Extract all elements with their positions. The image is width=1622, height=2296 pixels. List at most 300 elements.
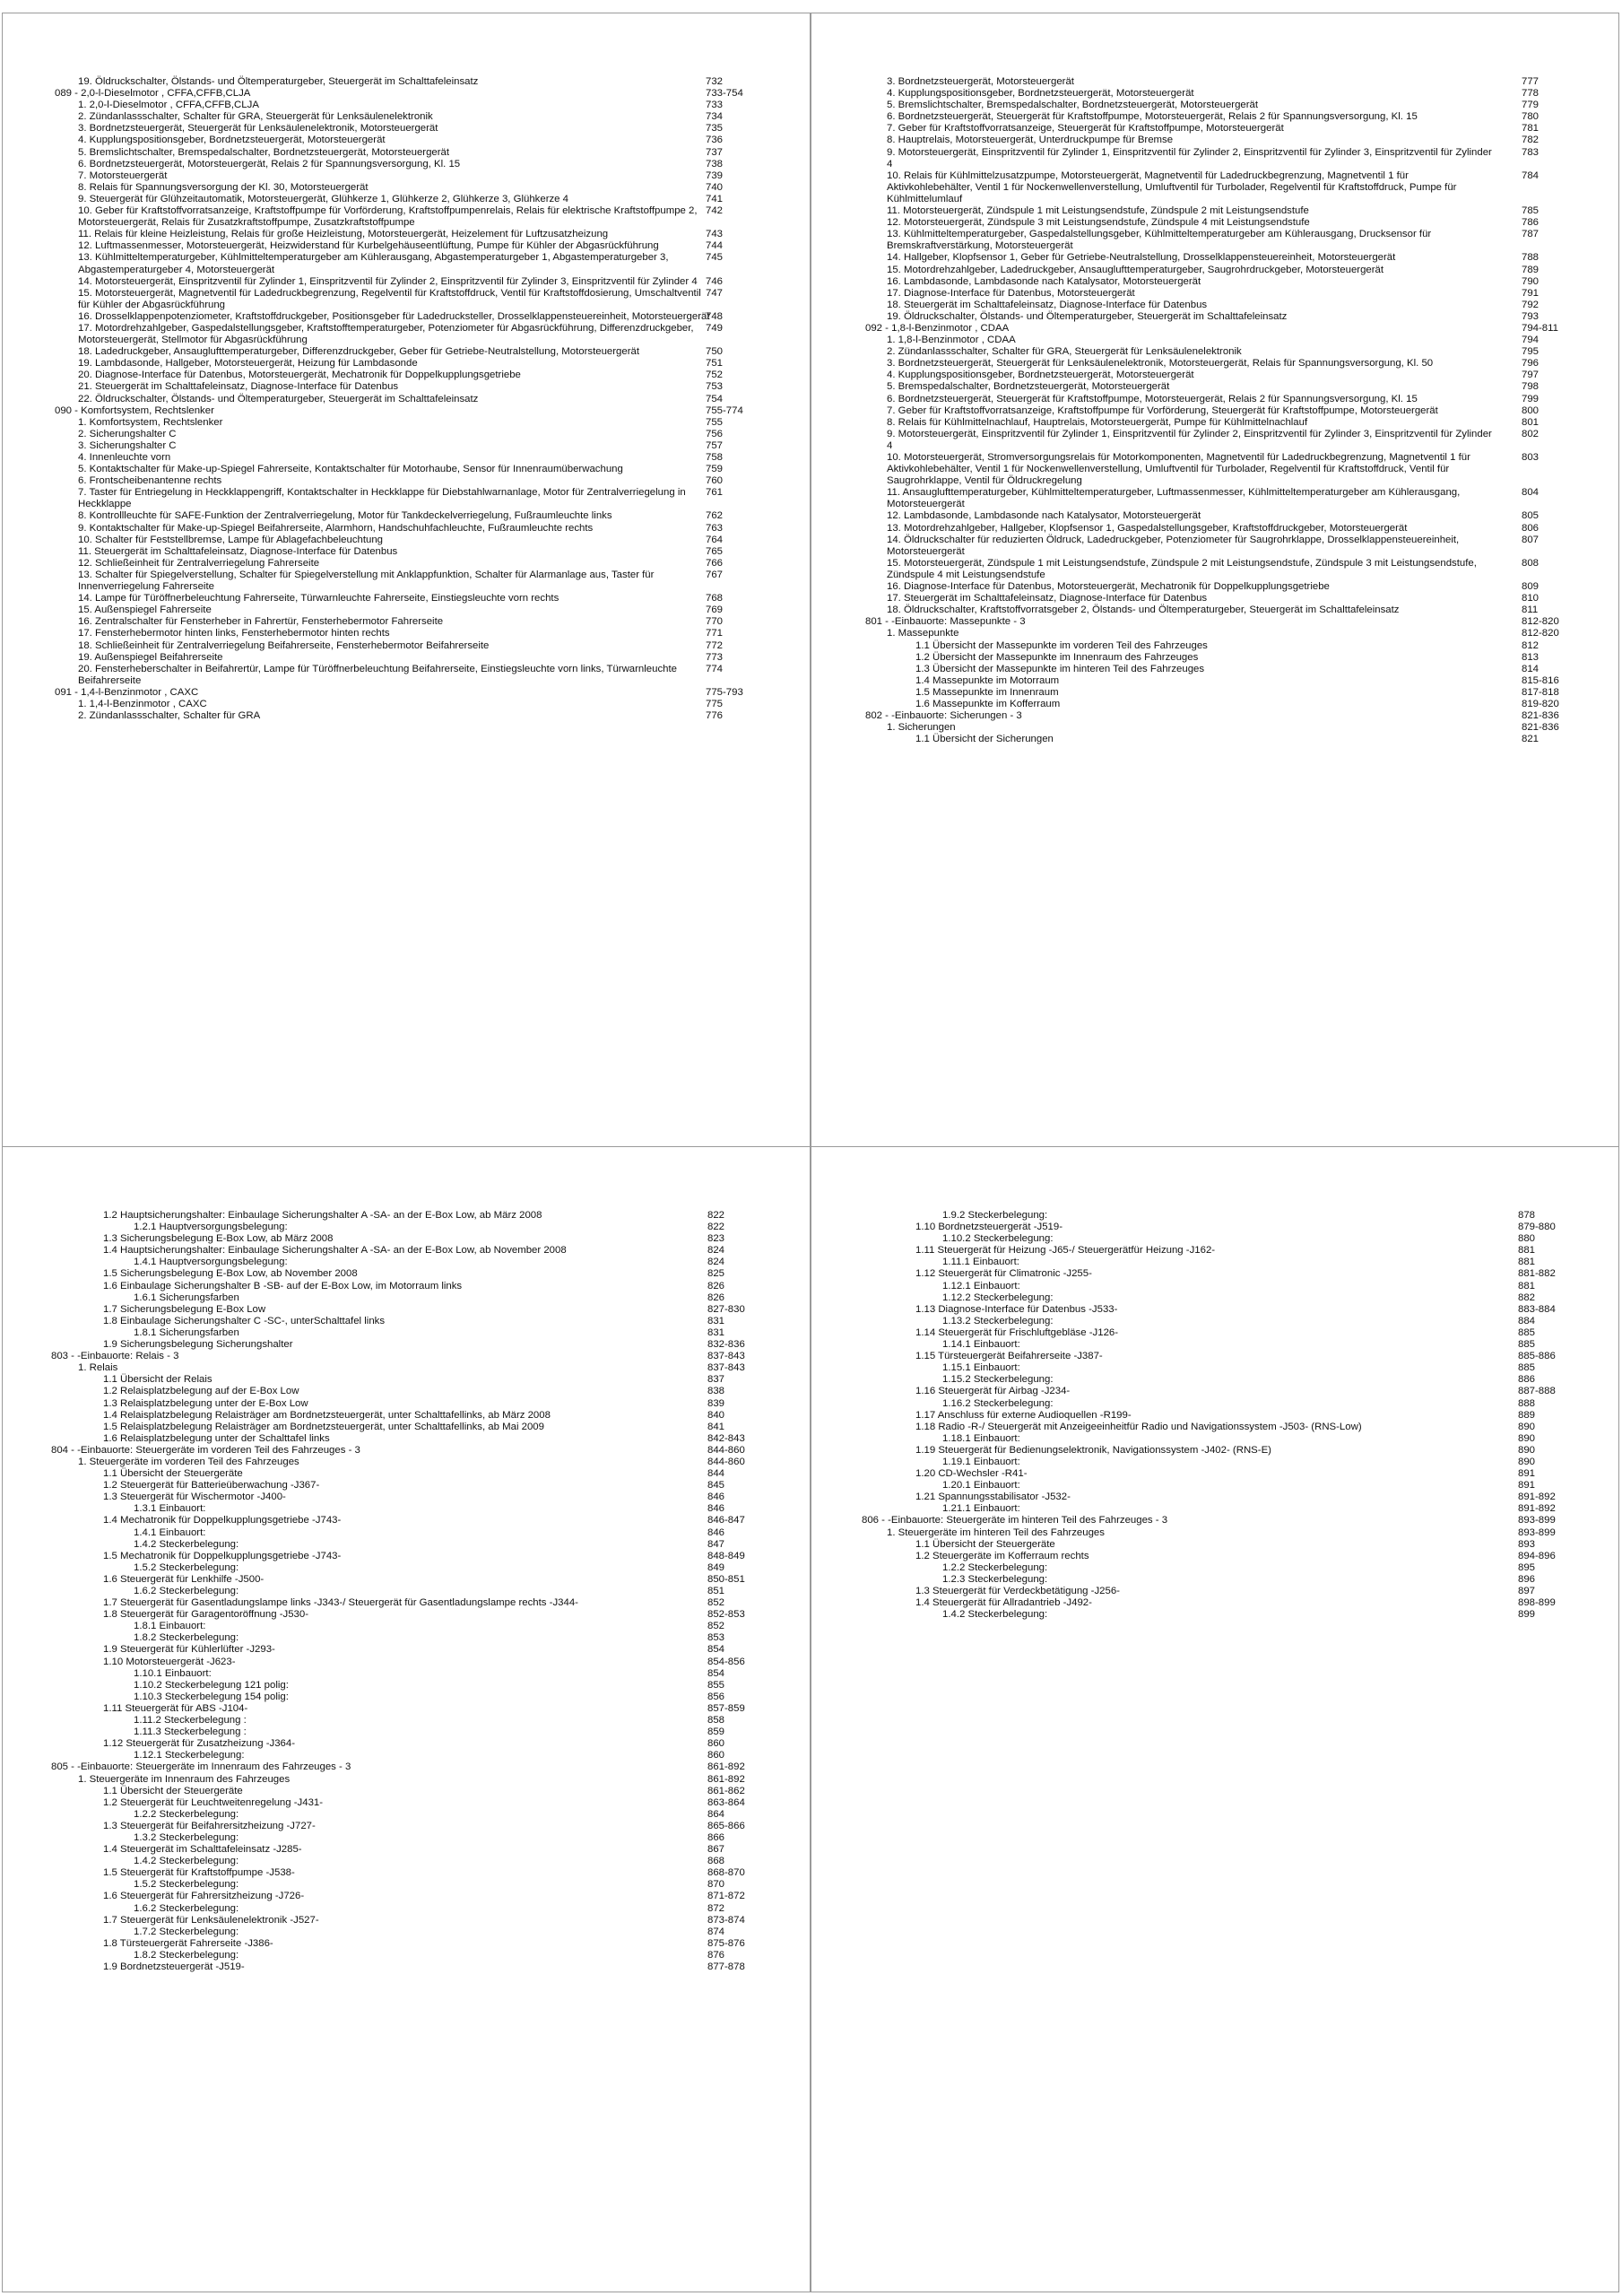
toc-entry[interactable]: [3, 1867, 810, 1879]
toc-entry[interactable]: [3, 1938, 810, 1950]
toc-entry[interactable]: [3, 1574, 810, 1586]
toc-entry-page-number: 751: [706, 358, 724, 370]
toc-entry[interactable]: [3, 1410, 810, 1422]
toc-entry[interactable]: [3, 370, 810, 381]
toc-entry[interactable]: [811, 1480, 1618, 1492]
toc-entry[interactable]: [811, 558, 1618, 581]
toc-entry[interactable]: [811, 1398, 1618, 1410]
toc-entry[interactable]: [811, 252, 1618, 264]
toc-entry[interactable]: [3, 687, 810, 699]
toc-entry-title: 1.7 Sicherungsbelegung E-Box Low: [103, 1303, 266, 1315]
toc-entry[interactable]: [811, 1222, 1618, 1233]
toc-entry-title: 1.8.2 Steckerbelegung:: [134, 1632, 239, 1644]
toc-entry-title: 1.12 Steuergerät für Zusatzheizung -J364-: [103, 1738, 296, 1750]
toc-entry[interactable]: [3, 1657, 810, 1668]
toc-entry[interactable]: [3, 1726, 810, 1738]
toc-entry[interactable]: [3, 1832, 810, 1844]
toc-entry[interactable]: [811, 1515, 1618, 1526]
toc-entry[interactable]: [3, 1856, 810, 1867]
toc-entry[interactable]: [3, 88, 810, 100]
toc-entry[interactable]: [811, 1374, 1618, 1386]
toc-entry-title: 1. Steuergeräte im Innenraum des Fahrzeuges: [78, 1773, 291, 1785]
toc-entry-page-number: 746: [706, 275, 724, 287]
toc-entry[interactable]: [3, 535, 810, 546]
toc-entry[interactable]: [811, 111, 1618, 123]
toc-entry-title: 7. Geber für Kraftstoffvorratsanzeige, Steuergerät für Kraftstoffpumpe, Motorsteuergerät: [887, 123, 1284, 135]
toc-entry[interactable]: [3, 240, 810, 252]
toc-entry[interactable]: [3, 1268, 810, 1280]
toc-entry-title: 1.9 Steuergerät für Kühlerlüfter -J293-: [103, 1644, 275, 1656]
toc-entry-title: 1.1 Übersicht der Relais: [103, 1374, 213, 1386]
toc-entry[interactable]: [811, 1410, 1618, 1422]
toc-entry[interactable]: [3, 1503, 810, 1515]
toc-entry[interactable]: [3, 429, 810, 440]
toc-entry[interactable]: [3, 452, 810, 464]
toc-entry-page-number: 813: [1522, 651, 1540, 663]
toc-entry-title: 3. Bordnetzsteuergerät, Steuergerät für Lenksäulenelektronik, Motorsteuergerät: [78, 123, 438, 135]
toc-entry-page-number: 861-892: [707, 1773, 745, 1785]
toc-entry[interactable]: [3, 1222, 810, 1233]
toc-entry[interactable]: [3, 123, 810, 135]
toc-entry[interactable]: [811, 487, 1618, 510]
toc-entry[interactable]: [3, 475, 810, 487]
toc-entry[interactable]: [3, 1961, 810, 1973]
toc-entry[interactable]: [3, 1292, 810, 1304]
toc-entry[interactable]: [3, 1515, 810, 1526]
toc-entry-page-number: 768: [706, 593, 724, 604]
toc-entry[interactable]: [3, 1809, 810, 1821]
toc-entry[interactable]: [811, 452, 1618, 487]
toc-entry[interactable]: [811, 1562, 1618, 1574]
toc-entry[interactable]: [3, 440, 810, 452]
toc-entry[interactable]: [811, 593, 1618, 604]
toc-entry[interactable]: [3, 616, 810, 628]
toc-entry[interactable]: [3, 1527, 810, 1539]
toc-entry[interactable]: [3, 1316, 810, 1327]
toc-entry-page-number: 890: [1518, 1456, 1536, 1467]
toc-entry-page-number: 851: [707, 1586, 725, 1596]
toc-entry[interactable]: [3, 1692, 810, 1703]
toc-entry[interactable]: [3, 1245, 810, 1257]
toc-entry[interactable]: [3, 170, 810, 182]
toc-entry-title: 1.15 Türsteuergerät Beifahrerseite -J387-: [915, 1351, 1103, 1362]
toc-entry[interactable]: [811, 1257, 1618, 1268]
toc-entry[interactable]: [3, 323, 810, 346]
toc-entry[interactable]: [3, 464, 810, 475]
toc-entry[interactable]: [3, 1621, 810, 1632]
toc-entry[interactable]: [3, 510, 810, 522]
toc-entry[interactable]: [3, 1210, 810, 1222]
toc-entry[interactable]: [3, 159, 810, 170]
toc-entry[interactable]: [3, 182, 810, 194]
toc-entry[interactable]: [811, 604, 1618, 616]
toc-entry[interactable]: [3, 1738, 810, 1750]
toc-entry-title: 1.3 Steuergerät für Wischermotor -J400-: [103, 1492, 286, 1503]
toc-entry[interactable]: [811, 1609, 1618, 1621]
toc-entry-page-number: 807: [1522, 534, 1540, 545]
toc-entry[interactable]: [3, 1891, 810, 1902]
toc-entry[interactable]: [3, 1386, 810, 1397]
toc-entry-title: 4. Innenleuchte vorn: [78, 452, 171, 463]
toc-page-1: [2, 13, 811, 1159]
toc-entry-page-number: 891-892: [1518, 1503, 1556, 1515]
toc-entry-page-number: 784: [1522, 170, 1540, 181]
toc-entry[interactable]: [811, 394, 1618, 405]
toc-entry[interactable]: [3, 288, 810, 311]
toc-entry[interactable]: [811, 429, 1618, 452]
toc-entry-page-number: 871-872: [707, 1891, 745, 1902]
toc-entry[interactable]: [811, 1268, 1618, 1280]
toc-entry[interactable]: [3, 147, 810, 159]
toc-list: [3, 1210, 810, 1973]
toc-entry[interactable]: [3, 1362, 810, 1374]
toc-entry[interactable]: [3, 100, 810, 111]
toc-entry[interactable]: [811, 710, 1618, 722]
toc-entry[interactable]: [811, 664, 1618, 675]
toc-entry[interactable]: [811, 370, 1618, 381]
toc-entry-page-number: 859: [707, 1726, 725, 1738]
toc-entry-page-number: 893-899: [1518, 1526, 1556, 1538]
toc-entry[interactable]: [3, 640, 810, 652]
toc-entry-title: 802 - -Einbauorte: Sicherungen - 3: [865, 710, 1022, 722]
toc-entry[interactable]: [811, 100, 1618, 111]
toc-entry[interactable]: [811, 722, 1618, 734]
toc-entry[interactable]: [3, 394, 810, 405]
toc-entry[interactable]: [3, 1492, 810, 1503]
toc-entry[interactable]: [811, 1304, 1618, 1316]
toc-entry-page-number: 774: [706, 663, 724, 674]
toc-entry-page-number: 749: [706, 322, 724, 334]
toc-entry[interactable]: [811, 335, 1618, 346]
toc-entry-title: 805 - -Einbauorte: Steuergeräte im Innenraum des Fahrzeuges - 3: [51, 1761, 351, 1773]
toc-entry[interactable]: [811, 640, 1618, 652]
toc-entry[interactable]: [3, 710, 810, 722]
toc-entry[interactable]: [811, 358, 1618, 370]
toc-entry[interactable]: [3, 1703, 810, 1715]
toc-entry[interactable]: [811, 123, 1618, 135]
toc-entry[interactable]: [811, 535, 1618, 558]
toc-entry[interactable]: [3, 1761, 810, 1773]
toc-entry[interactable]: [811, 1233, 1618, 1245]
toc-entry-page-number: 770: [706, 616, 724, 628]
toc-entry[interactable]: [3, 1915, 810, 1926]
toc-entry[interactable]: [3, 1750, 810, 1761]
toc-entry[interactable]: [3, 1879, 810, 1891]
toc-entry[interactable]: [3, 358, 810, 370]
toc-entry[interactable]: [3, 252, 810, 275]
toc-entry-title: 11. Steuergerät im Schalttafeleinsatz, Diagnose-Interface für Datenbus: [78, 545, 398, 557]
toc-entry[interactable]: [811, 1327, 1618, 1339]
toc-entry-title: 1. Relais: [78, 1362, 118, 1374]
toc-entry[interactable]: [3, 1539, 810, 1551]
toc-entry-title: 1.10.2 Steckerbelegung:: [942, 1233, 1054, 1245]
toc-entry-title: 1.11.2 Steckerbelegung :: [134, 1715, 247, 1726]
toc-entry[interactable]: [3, 1644, 810, 1656]
toc-entry[interactable]: [3, 1304, 810, 1316]
toc-entry[interactable]: [3, 523, 810, 535]
toc-entry[interactable]: [3, 1680, 810, 1692]
toc-entry-title: 1.1 Übersicht der Steuergeräte: [915, 1538, 1055, 1550]
toc-entry-title: 13. Motordrehzahlgeber, Hallgeber, Klopfsensor 1, Gaspedalstellungsgeber, Kraftstoffdruckgeber, Motorsteuergerät: [887, 522, 1408, 534]
toc-entry[interactable]: [3, 1551, 810, 1562]
toc-entry-title: 804 - -Einbauorte: Steuergeräte im vorderen Teil des Fahrzeuges - 3: [51, 1444, 360, 1456]
toc-entry-page-number: 810: [1522, 593, 1540, 604]
toc-entry[interactable]: [3, 1597, 810, 1609]
toc-entry[interactable]: [3, 1950, 810, 1961]
toc-entry-title: 18. Steuergerät im Schalttafeleinsatz, Diagnose-Interface für Datenbus: [887, 299, 1208, 310]
toc-entry-page-number: 802: [1522, 428, 1540, 439]
toc-entry[interactable]: [811, 628, 1618, 639]
toc-entry-page-number: 756: [706, 428, 724, 439]
toc-entry-page-number: 896: [1518, 1573, 1536, 1585]
toc-entry-page-number: 763: [706, 522, 724, 534]
toc-entry-title: 9. Kontaktschalter für Make-up-Spiegel Beifahrerseite, Alarmhorn, Handschuhfachleuchte, Fußraumleuchte rechts: [78, 522, 594, 534]
toc-entry[interactable]: [811, 346, 1618, 358]
toc-entry[interactable]: [3, 1327, 810, 1339]
toc-entry[interactable]: [3, 1668, 810, 1680]
toc-entry[interactable]: [811, 652, 1618, 664]
toc-entry[interactable]: [3, 664, 810, 687]
toc-entry-page-number: 893: [1518, 1538, 1536, 1550]
toc-entry-page-number: 891: [1518, 1480, 1536, 1492]
toc-entry-page-number: 897: [1518, 1586, 1536, 1596]
toc-entry[interactable]: [3, 1480, 810, 1492]
toc-entry[interactable]: [3, 593, 810, 604]
toc-entry[interactable]: [811, 405, 1618, 417]
toc-entry[interactable]: [811, 265, 1618, 276]
toc-entry[interactable]: [3, 76, 810, 88]
toc-entry[interactable]: [3, 1586, 810, 1597]
toc-entry[interactable]: [811, 675, 1618, 687]
toc-entry[interactable]: [811, 1316, 1618, 1327]
toc-entry-title: 1.10.1 Einbauort:: [134, 1667, 212, 1679]
toc-entry-page-number: 782: [1522, 135, 1540, 146]
toc-entry[interactable]: [3, 699, 810, 710]
toc-entry[interactable]: [3, 194, 810, 205]
toc-entry-title: 1.2 Steuergeräte im Kofferraum rechts: [915, 1550, 1089, 1561]
toc-entry[interactable]: [3, 487, 810, 510]
toc-entry[interactable]: [811, 311, 1618, 323]
toc-entry[interactable]: [811, 1597, 1618, 1609]
toc-entry[interactable]: [3, 1786, 810, 1797]
toc-entry-page-number: 819-820: [1522, 698, 1559, 709]
toc-entry[interactable]: [811, 1210, 1618, 1222]
toc-entry-page-number: 852-853: [707, 1609, 745, 1621]
toc-entry-title: 1.5 Massepunkte im Innenraum: [915, 686, 1059, 698]
toc-entry[interactable]: [3, 546, 810, 558]
toc-entry[interactable]: [811, 276, 1618, 288]
toc-entry[interactable]: [3, 1445, 810, 1457]
toc-entry[interactable]: [3, 1797, 810, 1809]
toc-entry[interactable]: [811, 1292, 1618, 1304]
toc-entry[interactable]: [3, 1903, 810, 1915]
toc-entry[interactable]: [3, 1562, 810, 1574]
toc-entry[interactable]: [811, 217, 1618, 229]
toc-entry[interactable]: [811, 76, 1618, 88]
toc-entry-title: 1.20 CD-Wechsler -R41-: [915, 1468, 1028, 1480]
toc-entry[interactable]: [811, 1551, 1618, 1562]
toc-entry-title: 1.21 Spannungsstabilisator -J532-: [915, 1492, 1071, 1503]
toc-entry-page-number: 864: [707, 1808, 725, 1820]
toc-entry[interactable]: [811, 1503, 1618, 1515]
toc-entry-page-number: 792: [1522, 299, 1540, 310]
toc-entry-page-number: 894-896: [1518, 1550, 1556, 1561]
toc-entry-page-number: 885-886: [1518, 1351, 1556, 1362]
toc-entry[interactable]: [3, 1609, 810, 1621]
toc-entry-title: 1.2 Relaisplatzbelegung auf der E-Box Low: [103, 1386, 299, 1397]
toc-entry-page-number: 895: [1518, 1561, 1536, 1573]
toc-entry[interactable]: [811, 687, 1618, 699]
toc-entry-title: 8. Hauptrelais, Motorsteuergerät, Unterdruckpumpe für Bremse: [887, 135, 1174, 146]
toc-entry-page-number: 809: [1522, 581, 1540, 593]
toc-entry[interactable]: [811, 616, 1618, 628]
toc-entry-title: 1.11 Steuergerät für Heizung -J65-/ Steuergerätfür Heizung -J162-: [915, 1245, 1216, 1257]
toc-entry[interactable]: [811, 229, 1618, 252]
toc-entry-title: 1.20.1 Einbauort:: [942, 1480, 1020, 1492]
toc-entry-page-number: 747: [706, 287, 724, 299]
toc-entry[interactable]: [811, 1339, 1618, 1351]
toc-entry[interactable]: [811, 581, 1618, 593]
toc-entry-title: 1.6 Steuergerät für Fahrersitzheizung -J726-: [103, 1891, 305, 1902]
toc-entry[interactable]: [3, 111, 810, 123]
toc-entry-title: 1.11 Steuergerät für ABS -J104-: [103, 1702, 248, 1714]
toc-entry[interactable]: [3, 311, 810, 323]
toc-entry[interactable]: [811, 1492, 1618, 1503]
toc-entry-title: 1.1 Übersicht der Massepunkte im vorderen Teil des Fahrzeuges: [915, 639, 1208, 651]
toc-entry-page-number: 795: [1522, 346, 1540, 358]
toc-entry[interactable]: [811, 1468, 1618, 1480]
toc-entry-page-number: 890: [1518, 1421, 1536, 1432]
toc-entry-page-number: 753: [706, 381, 724, 393]
toc-entry-page-number: 854: [707, 1667, 725, 1679]
toc-entry[interactable]: [811, 1422, 1618, 1433]
toc-entry-title: 1. Sicherungen: [887, 722, 956, 734]
toc-entry[interactable]: [811, 288, 1618, 300]
toc-entry-page-number: 837: [707, 1374, 725, 1386]
toc-entry-title: 6. Bordnetzsteuergerät, Steuergerät für Kraftstoffpumpe, Motorsteuergerät, Relais 2 für Spannungsversorgung, Kl. 15: [887, 111, 1418, 123]
toc-entry-page-number: 779: [1522, 100, 1540, 111]
toc-entry[interactable]: [3, 135, 810, 146]
toc-entry[interactable]: [3, 1281, 810, 1292]
toc-entry[interactable]: [3, 1398, 810, 1410]
toc-entry[interactable]: [811, 205, 1618, 217]
toc-entry-title: 1.3.1 Einbauort:: [134, 1503, 206, 1515]
toc-entry-page-number: 762: [706, 510, 724, 522]
toc-entry[interactable]: [3, 1422, 810, 1433]
toc-entry[interactable]: [811, 1362, 1618, 1374]
toc-entry[interactable]: [811, 1445, 1618, 1457]
toc-entry-title: 1.12.2 Steckerbelegung:: [942, 1292, 1054, 1303]
toc-entry[interactable]: [3, 570, 810, 593]
toc-entry[interactable]: [811, 1281, 1618, 1292]
toc-entry-title: 2. Sicherungshalter C: [78, 428, 177, 439]
toc-entry-page-number: 891-892: [1518, 1492, 1556, 1503]
toc-entry-title: 15. Motorsteuergerät, Zündspule 1 mit Leistungsendstufe, Zündspule 2 mit Leistungsendstufe, Zündspule 3 mit Leistungsendstufe, Zündspule 4 mit Leistungsendstufe: [887, 557, 1477, 580]
toc-entry[interactable]: [811, 88, 1618, 100]
toc-entry[interactable]: [3, 229, 810, 240]
toc-entry[interactable]: [3, 381, 810, 393]
toc-entry[interactable]: [3, 628, 810, 639]
toc-entry[interactable]: [3, 346, 810, 358]
toc-entry[interactable]: [3, 604, 810, 616]
toc-entry[interactable]: [811, 699, 1618, 710]
toc-entry[interactable]: [3, 1632, 810, 1644]
toc-entry[interactable]: [3, 417, 810, 429]
toc-entry-title: 092 - 1,8-l-Benzinmotor , CDAA: [865, 322, 1010, 334]
toc-entry[interactable]: [3, 1374, 810, 1386]
toc-entry[interactable]: [3, 1774, 810, 1786]
toc-entry[interactable]: [811, 510, 1618, 522]
toc-entry[interactable]: [811, 135, 1618, 146]
toc-entry-page-number: 777: [1522, 76, 1540, 87]
toc-entry[interactable]: [3, 1715, 810, 1726]
toc-entry-page-number: 891: [1518, 1468, 1536, 1480]
toc-entry[interactable]: [811, 381, 1618, 393]
toc-entry[interactable]: [3, 205, 810, 229]
toc-entry-page-number: 794: [1522, 335, 1540, 346]
toc-entry-title: 1.5 Steuergerät für Kraftstoffpumpe -J538-: [103, 1867, 295, 1879]
toc-entry[interactable]: [3, 1926, 810, 1938]
toc-entry[interactable]: [3, 1821, 810, 1832]
toc-entry-page-number: 769: [706, 604, 724, 616]
toc-entry[interactable]: [3, 1433, 810, 1445]
toc-entry-title: 1.6 Steuergerät für Lenkhilfe -J500-: [103, 1573, 265, 1585]
toc-entry[interactable]: [3, 1351, 810, 1362]
toc-entry-title: 1.9.2 Steckerbelegung:: [942, 1210, 1048, 1221]
toc-entry[interactable]: [3, 1457, 810, 1468]
toc-entry-page-number: 778: [1522, 88, 1540, 100]
toc-entry[interactable]: [811, 300, 1618, 311]
toc-entry-page-number: 750: [706, 346, 724, 358]
toc-entry[interactable]: [811, 523, 1618, 535]
toc-entry[interactable]: [3, 652, 810, 664]
toc-entry[interactable]: [811, 1386, 1618, 1397]
toc-entry[interactable]: [3, 405, 810, 417]
toc-entry-title: 1. 2,0-l-Dieselmotor , CFFA,CFFB,CLJA: [78, 100, 259, 111]
toc-entry-title: 5. Bremspedalschalter, Bordnetzsteuergerät, Motorsteuergerät: [887, 381, 1170, 393]
toc-entry[interactable]: [811, 1457, 1618, 1468]
toc-entry[interactable]: [811, 147, 1618, 170]
toc-entry-title: 12. Lambdasonde, Lambdasonde nach Katalysator, Motorsteuergerät: [887, 510, 1201, 522]
toc-entry[interactable]: [3, 1257, 810, 1268]
toc-entry-title: 1.11.3 Steckerbelegung :: [134, 1726, 247, 1738]
toc-entry[interactable]: [811, 734, 1618, 745]
toc-entry[interactable]: [3, 1339, 810, 1351]
toc-entry-title: 1.2 Übersicht der Massepunkte im Innenraum des Fahrzeuges: [915, 651, 1199, 663]
toc-entry[interactable]: [811, 170, 1618, 205]
toc-entry[interactable]: [3, 1844, 810, 1856]
toc-entry[interactable]: [811, 1527, 1618, 1539]
toc-entry-page-number: 743: [706, 229, 724, 240]
toc-entry[interactable]: [811, 323, 1618, 335]
toc-entry[interactable]: [811, 1433, 1618, 1445]
toc-entry-title: 1.4 Steuergerät im Schalttafeleinsatz -J285-: [103, 1844, 302, 1856]
toc-entry-page-number: 826: [707, 1292, 725, 1303]
toc-entry[interactable]: [811, 1245, 1618, 1257]
toc-entry[interactable]: [811, 1586, 1618, 1597]
toc-entry[interactable]: [811, 417, 1618, 429]
toc-entry-page-number: 857-859: [707, 1702, 745, 1714]
toc-entry-title: 1.3 Relaisplatzbelegung unter der E-Box Low: [103, 1397, 308, 1409]
toc-entry[interactable]: [811, 1539, 1618, 1551]
toc-entry[interactable]: [3, 1468, 810, 1480]
toc-entry-title: 1.5 Relaisplatzbelegung Relaisträger am Bordnetzsteuergerät, unter Schalttafellinks, ab Mai 2009: [103, 1421, 544, 1432]
toc-entry[interactable]: [811, 1574, 1618, 1586]
toc-entry[interactable]: [3, 558, 810, 570]
toc-entry[interactable]: [3, 276, 810, 288]
toc-entry[interactable]: [3, 1233, 810, 1245]
toc-entry[interactable]: [811, 1351, 1618, 1362]
